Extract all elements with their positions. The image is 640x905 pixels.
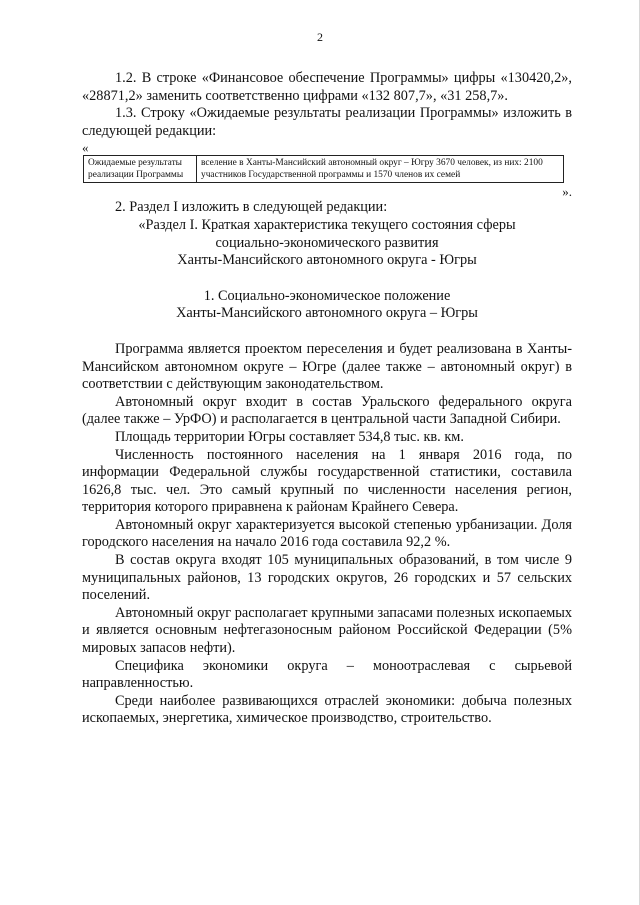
results-table	[83, 155, 564, 183]
subsection-heading-line2: Ханты-Мансийского автономного округа – Югры	[176, 305, 478, 322]
paragraph: Специфика экономики округа – моноотраслевая с сырьевой направленностью.	[82, 657, 572, 692]
item-1-3: 1.3. Строку «Ожидаемые результаты реализации Программы» изложить в следующей редакции:	[82, 105, 572, 139]
paragraph: Автономный округ располагает крупными запасами полезных ископаемых и является основным нефтегазоносным районом Российской Федерации (5% мировых запасов нефти).	[82, 604, 572, 657]
section-heading-line1: «Раздел I. Краткая характеристика текущего состояния сферы	[138, 216, 516, 233]
paragraph: Среди наиболее развивающихся отраслей экономики: добыча полезных ископаемых, энергетика, химическое производство, строительство.	[82, 692, 572, 727]
document-body	[82, 70, 572, 728]
section-heading-line3: Ханты-Мансийского автономного округа - Югры	[177, 252, 477, 269]
item-2: 2. Раздел I изложить в следующей редакции:	[115, 199, 388, 216]
section-heading-line2: социально-экономического развития	[215, 234, 439, 251]
subsection-heading-line1: 1. Социально-экономическое положение	[203, 287, 451, 304]
table-cell-label: Ожидаемые результаты реализации Программы	[84, 156, 197, 183]
item-1-2: 1.2. В строке «Финансовое обеспечение Программы» цифры «130420,2», «28871,2» заменить соответственно цифрами «132 807,7», «31 258,7».	[82, 70, 572, 104]
table-row	[84, 156, 564, 183]
paragraph: Программа является проектом переселения и будет реализована в Ханты-Мансийском автономном округе – Югре (далее также – автономный округ) в соответствии с действующим законодательством.	[82, 340, 572, 393]
paragraph: Автономный округ характеризуется высокой степенью урбанизации. Доля городского населения на начало 2016 года составила 92,2 %.	[82, 516, 572, 551]
paragraph: Площадь территории Югры составляет 534,8 тыс. кв. км.	[115, 428, 464, 445]
quote-open: «	[82, 140, 89, 156]
table-cell-value: вселение в Ханты-Мансийский автономный округ – Югру 3670 человек, из них: 2100 участников Государственной программы и 1570 членов их семей	[197, 156, 564, 183]
page-number: 2	[317, 30, 323, 44]
paragraph: Автономный округ входит в состав Уральского федерального округа (далее также – УрФО) и располагается в центральной части Западной Сибири.	[82, 393, 572, 428]
paragraph: В состав округа входят 105 муниципальных образований, в том числе 9 муниципальных районов, 13 городских округов, 26 городских и 57 сельских поселений.	[82, 552, 572, 604]
quote-close: ».	[562, 184, 572, 200]
paragraph: Численность постоянного населения на 1 января 2016 года, по информации Федеральной службы государственной статистики, составила 1626,8 тыс. чел. Это самый крупный по численности населения регион, территория которого приравнена к районам Крайнего Севера.	[82, 446, 572, 516]
